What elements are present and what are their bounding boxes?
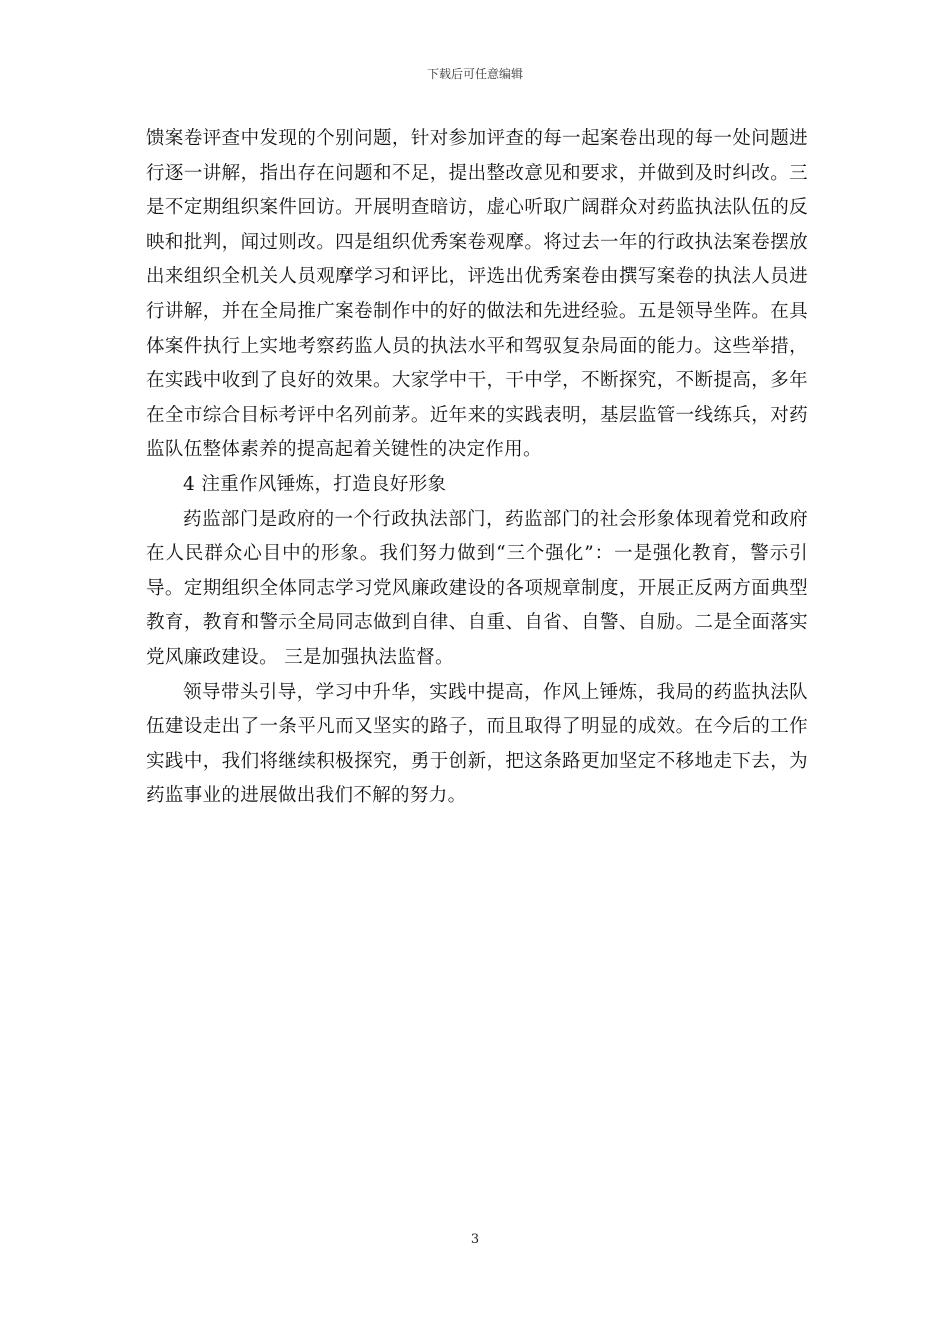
paragraph-conclusion: 领导带头引导，学习中升华，实践中提高，作风上锤炼，我局的药监执法队伍建设走出了一条平凡而又坚实的路子，而且取得了明显的成效。在今后的工作实践中，我们将继续积极探究，勇于创新，把这条路更加坚定不移地走下去，为药监事业的进展做出我们不解的努力。 bbox=[146, 681, 808, 807]
section-heading: 4 注重作风锤炼，打造良好形象 bbox=[183, 473, 447, 495]
document-body bbox=[146, 122, 808, 814]
page-number: 3 bbox=[470, 1232, 480, 1247]
page-header: 下载后可任意编辑 bbox=[426, 67, 523, 81]
paragraph-continued: 馈案卷评查中发现的个别问题，针对参加评查的每一起案卷出现的每一处问题进行逐一讲解，指出存在问题和不足，提出整改意见和要求，并做到及时纠改。三是不定期组织案件回访。开展明查暗访，虚心听取广阔群众对药监执法队伍的反映和批判，闻过则改。四是组织优秀案卷观摩。将过去一年的行政执法案卷摆放出来组织全机关人员观摩学习和评比，评选出优秀案卷由撰写案卷的执法人员进行讲解，并在全局推广案卷制作中的好的做法和先进经验。五是领导坐阵。在具体案件执行上实地考察药监人员的执法水平和驾驭复杂局面的能力。这些举措，在实践中收到了良好的效果。大家学中干，干中学，不断探究，不断提高，多年在全市综合目标考评中名列前茅。近年来的实践表明，基层监管一线练兵，对药监队伍整体素养的提高起着关键性的决定作用。 bbox=[146, 128, 808, 461]
paragraph-image-building: 药监部门是政府的一个行政执法部门，药监部门的社会形象体现着党和政府在人民群众心目中的形象。我们努力做到“三个强化”：一是强化教育，警示引导。定期组织全体同志学习党风廉政建设的各项规章制度，开展正反两方面典型教育，教育和警示全局同志做到自律、自重、自省、自警、自励。二是全面落实党风廉政建设。 三是加强执法监督。 bbox=[146, 508, 808, 668]
